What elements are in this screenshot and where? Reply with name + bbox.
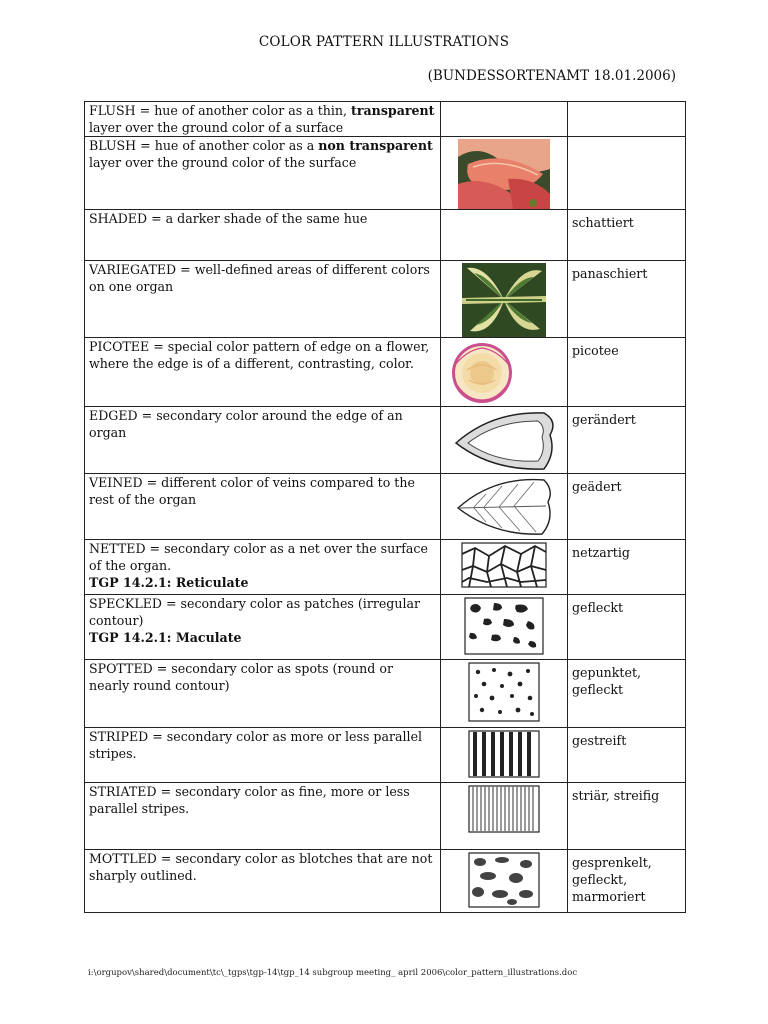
- german-term-cell: picotee: [568, 338, 686, 407]
- description-cell: MOTTLED = secondary color as blotches that are not sharply outlined.: [85, 850, 441, 913]
- table-row: [85, 474, 686, 540]
- description-cell: SHADED = a darker shade of the same hue: [85, 210, 441, 261]
- description-cell: STRIPED = secondary color as more or less parallel stripes.: [85, 728, 441, 783]
- document-file-path: i:\orgupov\shared\document\tc\_tgps\tgp-14\tgp_14 subgroup meeting_ april 2006\color_pattern_illustrations.doc: [88, 968, 578, 978]
- illustration-cell: [441, 261, 568, 338]
- description-cell: VARIEGATED = well-defined areas of different colors on one organ: [85, 261, 441, 338]
- description-cell: SPECKLED = secondary color as patches (irregular contour) TGP 14.2.1: Maculate: [85, 595, 441, 660]
- german-term-cell: gestreift: [568, 728, 686, 783]
- mottled-sketch: [468, 852, 540, 908]
- table-row: [85, 595, 686, 660]
- table-row: [85, 660, 686, 728]
- tgp-reference: TGP 14.2.1: Maculate: [89, 630, 242, 645]
- german-term-cell: gesprenkelt, gefleckt, marmoriert: [568, 850, 686, 913]
- german-term-cell: geädert: [568, 474, 686, 540]
- german-term-cell: striär, streifig: [568, 783, 686, 850]
- color-pattern-table: [84, 101, 686, 913]
- german-term-cell: schattiert: [568, 210, 686, 261]
- description-cell: BLUSH = hue of another color as a non transparent layer over the ground color of the surface: [85, 137, 441, 210]
- german-term-cell: [568, 102, 686, 137]
- table-row: [85, 850, 686, 913]
- table-row: [85, 407, 686, 474]
- table-row: [85, 540, 686, 595]
- german-term-cell: panaschiert: [568, 261, 686, 338]
- illustration-cell: [441, 540, 568, 595]
- netted-sketch: [461, 542, 547, 588]
- illustration-cell: [441, 137, 568, 210]
- variegated-leaf-photo: [462, 263, 546, 337]
- table-row: [85, 137, 686, 210]
- striped-sketch: [468, 730, 540, 778]
- illustration-cell: [441, 660, 568, 728]
- table-row: [85, 728, 686, 783]
- german-term-cell: gerändert: [568, 407, 686, 474]
- german-term-cell: gefleckt: [568, 595, 686, 660]
- illustration-cell: [441, 850, 568, 913]
- description-cell: EDGED = secondary color around the edge of an organ: [85, 407, 441, 474]
- german-term-cell: [568, 137, 686, 210]
- table-row: [85, 102, 686, 137]
- illustration-cell: [441, 595, 568, 660]
- german-term-cell: gepunktet, gefleckt: [568, 660, 686, 728]
- document-subtitle: (BUNDESSORTENAMT 18.01.2006): [427, 68, 676, 84]
- speckled-sketch: [464, 597, 544, 655]
- veined-petal-sketch: [454, 476, 554, 538]
- striated-sketch: [468, 785, 540, 833]
- table-row: [85, 261, 686, 338]
- illustration-cell: [441, 338, 568, 407]
- description-cell: STRIATED = secondary color as fine, more or less parallel stripes.: [85, 783, 441, 850]
- table-row: [85, 338, 686, 407]
- illustration-cell: [441, 474, 568, 540]
- description-cell: PICOTEE = special color pattern of edge on a flower, where the edge is of a different, contrasting, color.: [85, 338, 441, 407]
- illustration-cell: [441, 783, 568, 850]
- illustration-cell: [441, 407, 568, 474]
- description-cell: FLUSH = hue of another color as a thin, transparent layer over the ground color of a surface: [85, 102, 441, 137]
- description-cell: VEINED = different color of veins compared to the rest of the organ: [85, 474, 441, 540]
- poinsettia-photo: [458, 139, 550, 209]
- tgp-reference: TGP 14.2.1: Reticulate: [89, 575, 249, 590]
- german-term-cell: netzartig: [568, 540, 686, 595]
- carnation-photo: [447, 340, 517, 406]
- illustration-cell: [441, 102, 568, 137]
- description-cell: SPOTTED = secondary color as spots (round or nearly round contour): [85, 660, 441, 728]
- table-row: [85, 783, 686, 850]
- description-cell: NETTED = secondary color as a net over the surface of the organ. TGP 14.2.1: Reticulate: [85, 540, 441, 595]
- table-row: [85, 210, 686, 261]
- spotted-sketch: [468, 662, 540, 722]
- document-title: COLOR PATTERN ILLUSTRATIONS: [258, 34, 510, 50]
- illustration-cell: [441, 210, 568, 261]
- illustration-cell: [441, 728, 568, 783]
- edged-petal-sketch: [452, 409, 556, 473]
